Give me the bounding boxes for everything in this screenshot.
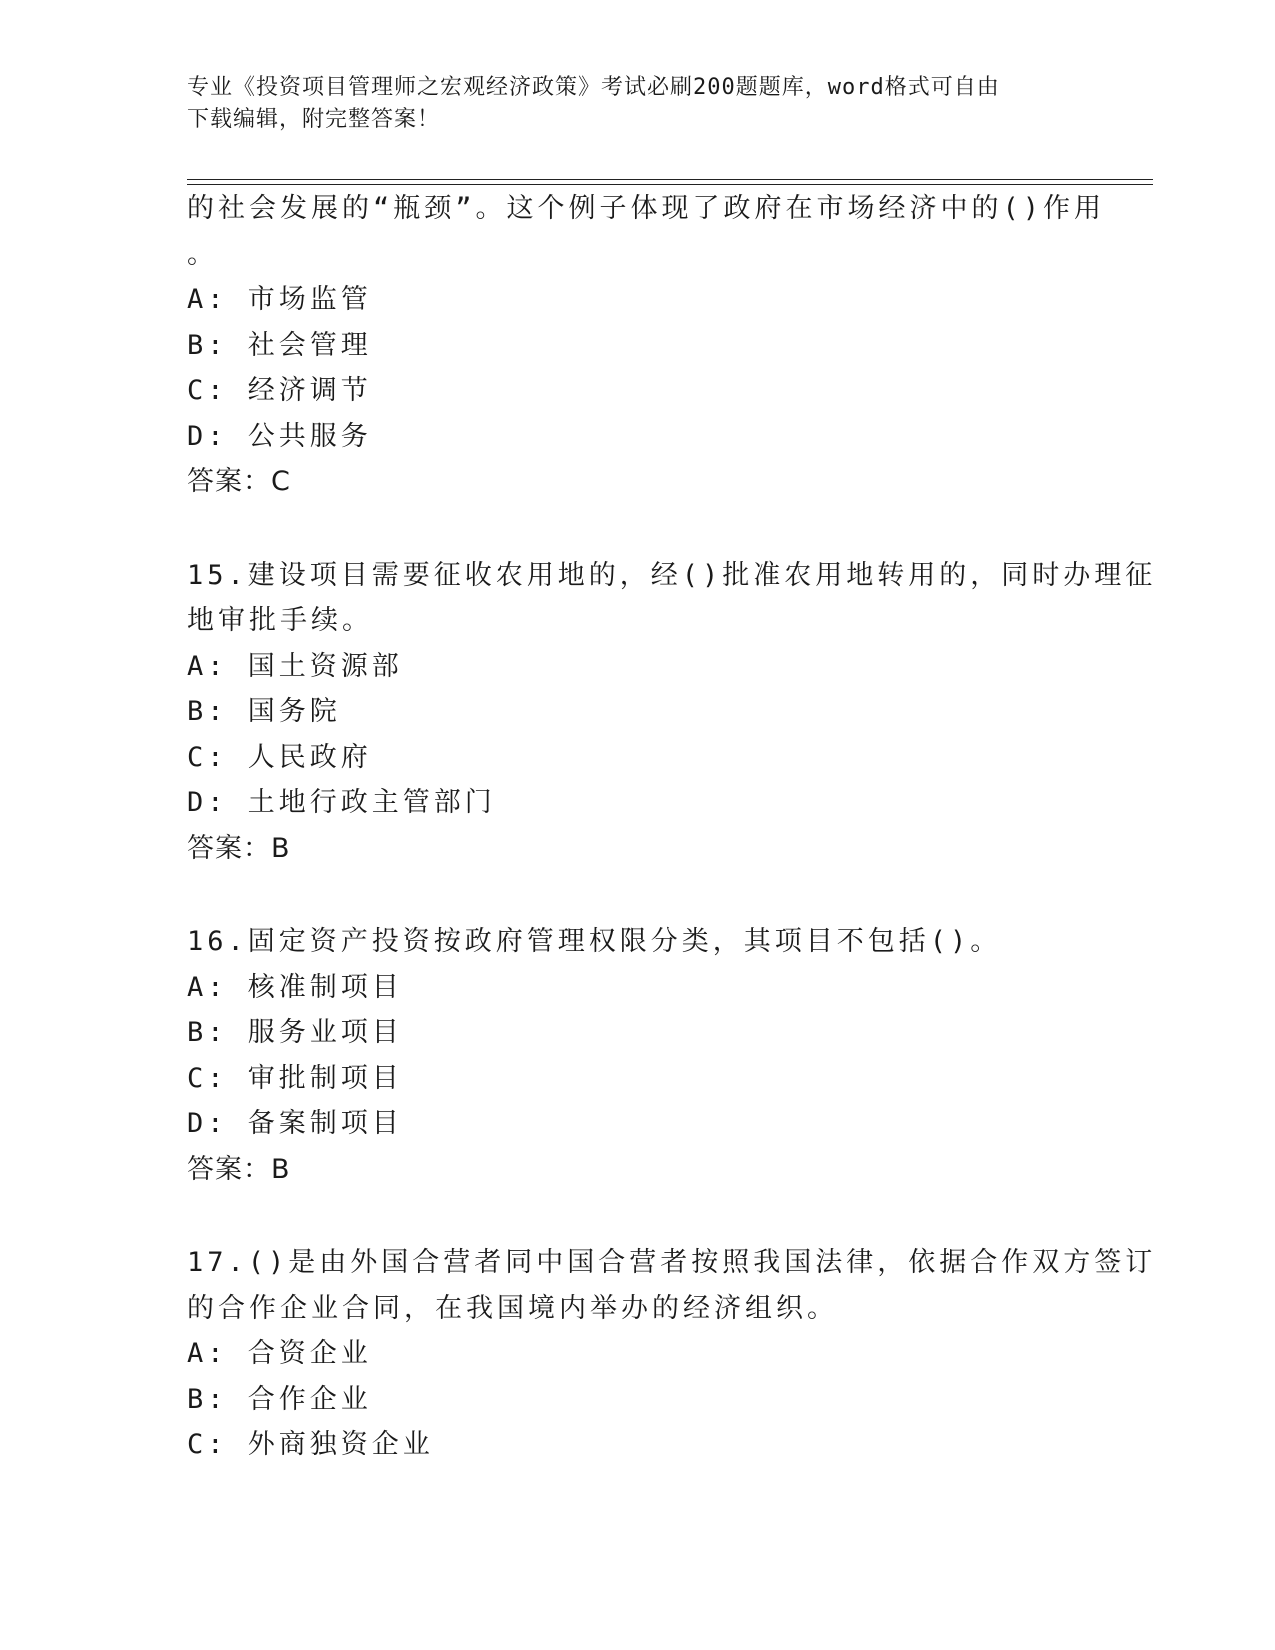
option-c: C: 审批制项目: [187, 1062, 403, 1094]
option-d: D: 备案制项目: [187, 1108, 403, 1139]
option-d: D: 土地行政主管部门: [187, 787, 496, 818]
header-divider-bottom: [187, 184, 1153, 185]
question-text: 15.建设项目需要征收农用地的，经()批准农用地转用的，同时办理征: [187, 559, 1157, 591]
option-b: B: 服务业项目: [187, 1017, 403, 1048]
header-divider-top: [187, 179, 1153, 180]
question-15: [187, 553, 1157, 872]
answer: 答案：B: [187, 832, 291, 864]
option-a: A: 核准制项目: [187, 971, 403, 1003]
option-b: B: 合作企业: [187, 1383, 372, 1415]
option-c: C: 人民政府: [187, 741, 372, 773]
question-text: 17.()是由外国合营者同中国合营者按照我国法律，依据合作双方签订: [187, 1247, 1157, 1278]
spacer: [187, 871, 1087, 919]
option-c: C: 经济调节: [187, 375, 372, 406]
answer: 答案：C: [187, 466, 291, 497]
spacer: [187, 1192, 1087, 1240]
header-title-line-1: 专业《投资项目管理师之宏观经济政策》考试必刷200题题库，word格式可自由: [187, 75, 1000, 100]
answer: 答案：B: [187, 1153, 291, 1185]
option-a: A: 市场监管: [187, 284, 372, 315]
spacer: [187, 505, 1087, 553]
question-text: 。: [187, 238, 218, 270]
question-16: [187, 919, 1087, 1192]
option-a: A: 国土资源部: [187, 650, 403, 682]
question-17: [187, 1240, 1157, 1468]
question-text: 的合作企业合同，在我国境内举办的经济组织。: [187, 1292, 838, 1324]
header-title-line-2: 下载编辑，附完整答案！: [187, 107, 441, 132]
question-text: 地审批手续。: [187, 605, 373, 636]
option-b: B: 社会管理: [187, 329, 372, 361]
option-c: C: 外商独资企业: [187, 1429, 434, 1460]
question-text: 16.固定资产投资按政府管理权限分类，其项目不包括()。: [187, 926, 1002, 957]
option-d: D: 公共服务: [187, 420, 372, 452]
option-a: A: 合资企业: [187, 1338, 372, 1369]
question-14: [187, 186, 1106, 505]
question-list: [187, 186, 1157, 1468]
question-text: 的社会发展的“瓶颈”。这个例子体现了政府在市场经济中的()作用: [187, 193, 1106, 224]
option-b: B: 国务院: [187, 696, 341, 727]
page-header: [187, 72, 1087, 136]
